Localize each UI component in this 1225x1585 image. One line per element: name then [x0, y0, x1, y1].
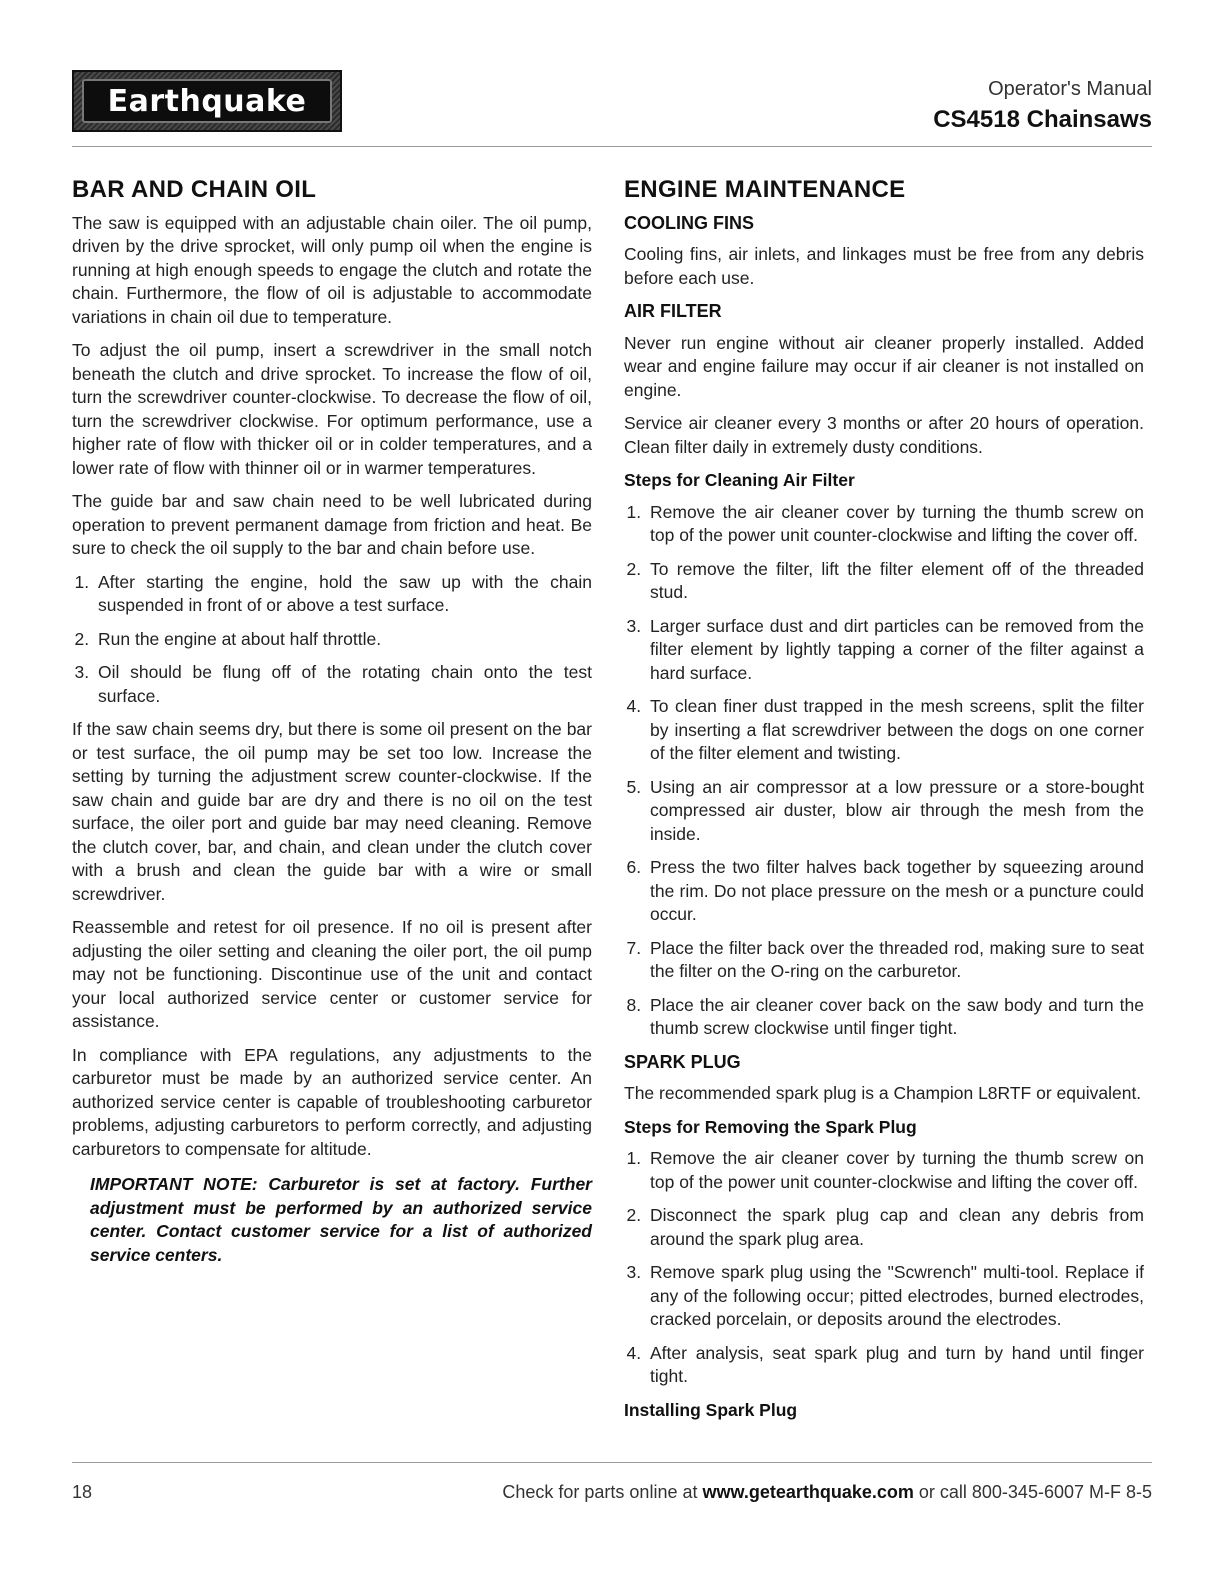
manual-title: Operator's Manual	[988, 78, 1152, 100]
subheading-installing-spark-plug: Installing Spark Plug	[624, 1399, 798, 1420]
list-item: 3. Oil should be flung off of the rotating chain onto the test surface.	[94, 661, 592, 708]
oil-test-steps	[72, 571, 592, 709]
footer-text-before: Check for parts online at	[502, 1482, 703, 1502]
section-heading-bar-chain-oil: BAR AND CHAIN OIL	[72, 176, 317, 203]
paragraph: In compliance with EPA regulations, any adjustments to the carburetor must be made by an authorized service center. An authorized service center is capable of troubleshooting carburetor problems, adjusting carburetors to perform correctly, and adjusting carburetors to compensate for altitude.	[72, 1044, 592, 1159]
subheading-spark-plug: SPARK PLUG	[624, 1051, 741, 1072]
paragraph: To adjust the oil pump, insert a screwdriver in the small notch beneath the clutch and drive sprocket. To increase the flow of oil, turn the screwdriver counter-clockwise. To decrease the flow of oil, turn the screwdriver clockwise. For optimum performance, use a higher rate of flow with thicker oil or in colder temperatures, and a lower rate of flow with thinner oil or in warmer temperatures.	[72, 340, 592, 478]
right-column	[624, 172, 1144, 1430]
section-heading-engine-maintenance: ENGINE MAINTENANCE	[624, 176, 906, 203]
header-divider	[72, 146, 1152, 147]
paragraph: If the saw chain seems dry, but there is some oil present on the bar or test surface, the oil pump may be set too low. Increase the setting by turning the adjustment screw counter-clockwise. If the saw chain and guide bar are dry and there is no oil on the test surface, the oiler port and guide bar may need cleaning. Remove the clutch cover, bar, and chain, and clean under the clutch cover with a brush and clean the guide bar with a wire or small screwdriver.	[72, 719, 592, 904]
website-link[interactable]: www.getearthquake.com	[702, 1482, 914, 1502]
important-note: IMPORTANT NOTE: Carburetor is set at factory. Further adjustment must be performed by an authorized service center. Contact customer service for a list of authorized service centers.	[90, 1174, 592, 1265]
list-item: 1. Remove the air cleaner cover by turning the thumb screw on top of the power unit counter-clockwise and lifting the cover off.	[646, 501, 1144, 548]
page-header	[72, 70, 1152, 146]
subheading-air-filter-steps: Steps for Cleaning Air Filter	[624, 470, 855, 490]
logo-text: Earthquake	[107, 83, 307, 119]
paragraph: The saw is equipped with an adjustable chain oiler. The oil pump, driven by the drive sprocket, will only pump oil when the engine is running at high enough speeds to engage the clutch and rotate the chain. Furthermore, the flow of oil is adjustable to accommodate variations in chain oil due to temperature.	[72, 212, 592, 327]
air-filter-steps	[624, 501, 1144, 1041]
list-item: 7. Place the filter back over the threaded rod, making sure to seat the filter on the O-ring on the carburetor.	[646, 937, 1144, 984]
paragraph: Cooling fins, air inlets, and linkages must be free from any debris before each use.	[624, 244, 1144, 288]
spark-plug-steps	[624, 1147, 1144, 1389]
list-item: 1. Remove the air cleaner cover by turning the thumb screw on top of the power unit counter-clockwise and lifting the cover off.	[646, 1147, 1144, 1194]
model-title: CS4518 Chainsaws	[933, 106, 1152, 133]
list-item: 8. Place the air cleaner cover back on the saw body and turn the thumb screw clockwise until finger tight.	[646, 994, 1144, 1041]
paragraph: Reassemble and retest for oil presence. If no oil is present after adjusting the oiler setting and cleaning the oiler port, the oil pump may not be functioning. Discontinue use of the unit and contact your local authorized service center or customer service for assistance.	[72, 917, 592, 1031]
list-item: 3. Larger surface dust and dirt particles can be removed from the filter element by lightly tapping a corner of the filter against a hard surface.	[646, 615, 1144, 686]
subheading-spark-plug-steps: Steps for Removing the Spark Plug	[624, 1116, 917, 1137]
list-item: 4. To clean finer dust trapped in the mesh screens, split the filter by inserting a flat screwdriver between the dogs on one corner of the filter element and twisting.	[646, 695, 1144, 766]
subheading-cooling-fins: COOLING FINS	[624, 212, 754, 233]
list-item: 6. Press the two filter halves back together by squeezing around the rim. Do not place pressure on the mesh or a puncture could occur.	[646, 856, 1144, 927]
list-item: 4. After analysis, seat spark plug and turn by hand until finger tight.	[646, 1342, 1144, 1389]
list-item: 2. Run the engine at about half throttle.	[94, 628, 592, 652]
footer-divider	[72, 1462, 1152, 1463]
subheading-air-filter: AIR FILTER	[624, 301, 722, 321]
footer-contact	[502, 1482, 1152, 1503]
page-number: 18	[72, 1482, 93, 1502]
paragraph: Never run engine without air cleaner properly installed. Added wear and engine failure may occur if air cleaner is not installed on engine.	[624, 332, 1144, 400]
footer-text-after: or call 800-345-6007 M-F 8-5	[913, 1482, 1152, 1502]
left-column	[72, 172, 592, 1267]
list-item: 3. Remove spark plug using the "Scwrench" multi-tool. Replace if any of the following occur; pitted electrodes, burned electrodes, cracked porcelain, or deposits around the electrodes.	[646, 1261, 1144, 1332]
paragraph: Service air cleaner every 3 months or after 20 hours of operation. Clean filter daily in extremely dusty conditions.	[624, 413, 1144, 457]
paragraph: The recommended spark plug is a Champion L8RTF or equivalent.	[624, 1083, 1142, 1103]
paragraph: The guide bar and saw chain need to be well lubricated during operation to prevent permanent damage from friction and heat. Be sure to check the oil supply to the bar and chain before use.	[72, 491, 592, 558]
list-item: 2. To remove the filter, lift the filter element off of the threaded stud.	[646, 558, 1144, 605]
earthquake-logo	[72, 70, 342, 132]
list-item: 1. After starting the engine, hold the saw up with the chain suspended in front of or above a test surface.	[94, 571, 592, 618]
list-item: 5. Using an air compressor at a low pressure or a store-bought compressed air duster, blow air through the mesh from the inside.	[646, 776, 1144, 847]
list-item: 2. Disconnect the spark plug cap and clean any debris from around the spark plug area.	[646, 1204, 1144, 1251]
